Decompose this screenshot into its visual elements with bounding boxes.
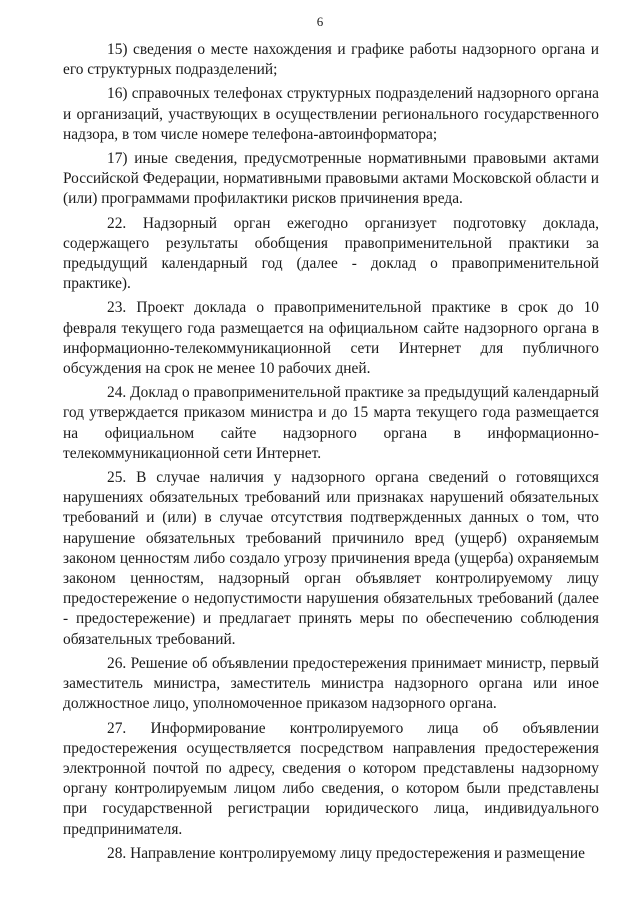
paragraph-25: 25. В случае наличия у надзорного органа сведений о готовящихся нарушениях обязательных требований или признаках нарушений обязательных требований и (или) в случае отсутствия подтвержденных данных о том, что нарушение обязательных требований причинило вред (ущерб) охраняемым законом ценностям либо создало угрозу причинения вреда (ущерба) охраняемым законом ценностям, надзорный орган объявляет контролируемому лицу предостережение о недопустимости нарушения обязательных требований (далее - предостережение) и предлагает принять меры по обеспечению соблюдения обязательных требований.: [63, 469, 599, 648]
document-body: [63, 40, 599, 864]
paragraph-28: 28. Направление контролируемому лицу предостережения и размещение: [107, 844, 585, 862]
paragraph-item-17: 17) иные сведения, предусмотренные нормативными правовыми актами Российской Федерации, нормативными правовыми актами Московской области и (или) программами профилактики рисков причинения вреда.: [63, 150, 599, 208]
page-number: 6: [316, 14, 324, 29]
paragraph-item-16: 16) справочных телефонах структурных подразделений надзорного органа и организаций, участвующих в осуществлении регионального государственного надзора, в том числе номере телефона-автоинформатора;: [63, 85, 599, 143]
paragraph-23: 23. Проект доклада о правоприменительной практике в срок до 10 февраля текущего года размещается на официальном сайте надзорного органа в информационно-телекоммуникационной сети Интернет для публичного обсуждения на срок не менее 10 рабочих дней.: [63, 299, 599, 378]
paragraph-22: 22. Надзорный орган ежегодно организует подготовку доклада, содержащего результаты обобщения правоприменительной практики за предыдущий календарный год (далее - доклад о правоприменительной практике).: [63, 214, 599, 293]
paragraph-24: 24. Доклад о правоприменительной практике за предыдущий календарный год утверждается приказом министра и до 15 марта текущего года размещается на официальном сайте надзорного органа в информационно-телекоммуникационной сети Интернет.: [63, 384, 599, 462]
paragraph-26: 26. Решение об объявлении предостережения принимает министр, первый заместитель министра, заместитель министра надзорного органа или иное должностное лицо, уполномоченное приказом надзорного органа.: [63, 654, 599, 713]
paragraph-item-15: 15) сведения о месте нахождения и графике работы надзорного органа и его структурных подразделений;: [63, 41, 599, 79]
paragraph-27: 27. Информирование контролируемого лица об объявлении предостережения осуществляется посредством направления предостережения электронной почтой по адресу, сведения о котором представлены надзорному органу контролируемым лицом либо сведения, о котором были представлены при государственной регистрации юридического лица, индивидуального предпринимателя.: [63, 719, 599, 838]
